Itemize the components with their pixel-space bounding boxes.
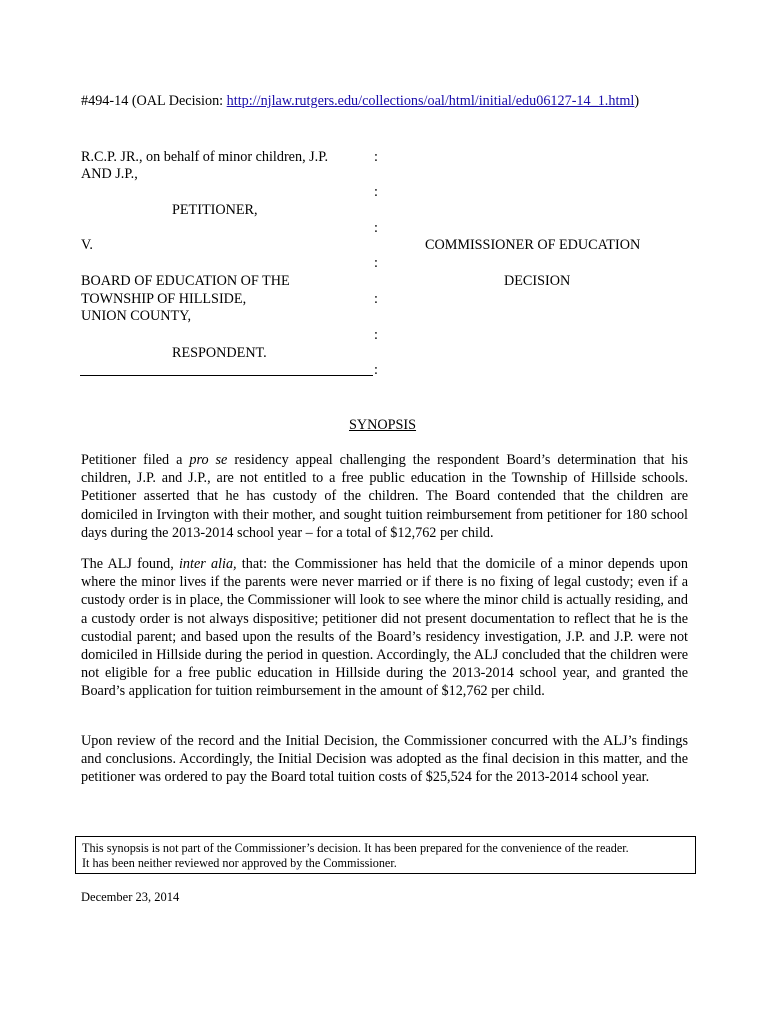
respondent-label: RESPONDENT. [172,345,267,361]
respondent-name-line3: UNION COUNTY, [81,308,192,324]
document-header [81,93,639,110]
decision-title: DECISION [504,273,571,289]
respondent-name-line2: TOWNSHIP OF HILLSIDE, [81,291,247,307]
synopsis-heading: SYNOPSIS [349,417,417,433]
header-suffix: ) [634,93,640,109]
paragraph-text: The ALJ found, [81,556,179,572]
respondent-name-line1: BOARD OF EDUCATION OF THE [81,273,290,289]
caption-colon: : [374,184,378,200]
disclaimer-box [75,836,696,874]
caption-colon: : [374,149,378,165]
petitioner-label: PETITIONER, [172,202,258,218]
paragraph-text: residency appeal challenging the respondent Board’s determination that his children, J.P. and J.P., are not entitled to a free public education in the Township of Hillside schools. Petitioner asserted that he has custody of the children. The Board contended that the children are domiciled in Irvington with their mother, and sought tuition reimbursement from petitioner for 180 school days during the 2013-2014 school year – for a total of $12,762 per child. [81,452,688,541]
commissioner-title: COMMISSIONER OF EDUCATION [425,237,641,253]
caption-divider-line [80,375,373,376]
decision-date: December 23, 2014 [81,890,180,904]
disclaimer-line2: It has been neither reviewed nor approved by the Commissioner. [82,856,397,870]
paragraph-text: that: the Commissioner has held that the domicile of a minor depends upon where the minor lives if the parents were never married or if there is no fixing of legal custody; even if a custody order is in place, the Commissioner will look to see where the minor child is actually residing, and a custody order is not always dispositive; petitioner did not present documentation to reflect that he is the custodial parent; and based upon the results of the Board’s residency investigation, J.P. and J.P. were not domiciled in Hillside during the period in question. Accordingly, the ALJ concluded that the children were not eligible for a free public education in Hillside during the 2013-2014 school year, and granted the Board’s application for tuition reimbursement in the amount of $12,762 per child. [81,556,688,700]
synopsis-paragraph-1 [81,451,688,542]
paragraph-emphasis: pro se [189,452,228,468]
synopsis-paragraph-3: Upon review of the record and the Initial Decision, the Commissioner concurred with the ALJ’s findings and conclusions. Accordingly, the Initial Decision was adopted as the final decision in this matter, and the petitioner was ordered to pay the Board total tuition costs of $25,524 for the 2013-2014 school year. [81,733,688,786]
petitioner-name-line2: AND J.P., [81,166,138,182]
caption-colon: : [374,327,378,343]
synopsis-paragraph-2 [81,555,688,701]
caption-colon: : [374,362,378,378]
caption-colon: : [374,255,378,271]
caption-colon: : [374,220,378,236]
header-prefix: #494-14 (OAL Decision: [81,93,227,109]
caption-colon: : [374,291,378,307]
oal-decision-link[interactable]: http://njlaw.rutgers.edu/collections/oal/html/initial/edu06127-14_1.html [226,93,635,109]
paragraph-text: Petitioner filed a [81,452,190,468]
disclaimer-line1: This synopsis is not part of the Commissioner’s decision. It has been prepared for the convenience of the reader. [82,841,629,855]
versus-label: V. [81,237,93,253]
petitioner-name-line1: R.C.P. JR., on behalf of minor children, J.P. [81,149,329,165]
paragraph-emphasis: inter alia, [178,556,237,572]
